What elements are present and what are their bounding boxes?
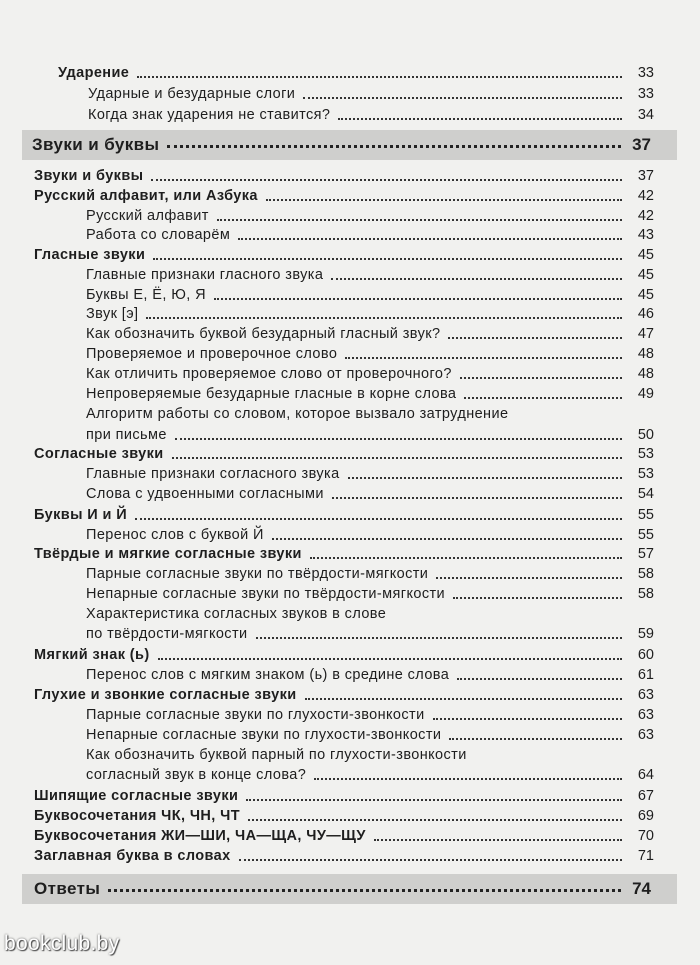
toc-subentry — [0, 226, 700, 246]
leader-dots — [172, 455, 622, 459]
toc-entry-page: 63 — [637, 687, 654, 703]
toc-subentry — [0, 625, 700, 645]
toc-entry-page: 64 — [637, 767, 654, 783]
toc-entry-title: Звуки и буквы — [34, 168, 144, 184]
toc-entry-title: Слова с удвоенными согласными — [86, 486, 324, 502]
toc-entry-page: 45 — [637, 267, 654, 283]
toc-entry-page: 33 — [637, 65, 654, 81]
toc-subentry — [0, 565, 700, 585]
toc-entry-title: Непроверяемые безударные гласные в корне слова — [86, 386, 457, 402]
toc-entry — [0, 167, 700, 187]
toc-entry-title: Главные признаки гласного звука — [86, 267, 324, 283]
toc-subentry — [0, 106, 700, 126]
toc-entry — [0, 545, 700, 565]
toc-entry — [0, 246, 700, 266]
toc-entry — [0, 445, 700, 465]
leader-dots — [332, 495, 622, 499]
toc-subentry — [0, 207, 700, 227]
toc-entry-page: 49 — [637, 386, 654, 402]
section-title: Ответы — [34, 879, 101, 898]
leader-dots — [464, 395, 622, 399]
leader-dots — [460, 375, 622, 379]
toc-entry-page: 48 — [637, 366, 654, 382]
leader-dots — [331, 276, 622, 280]
toc-entry-page: 54 — [637, 486, 654, 502]
toc-entry-page: 43 — [637, 227, 654, 243]
toc-entry-title: Проверяемое и проверочное слово — [86, 346, 338, 362]
leader-dots — [272, 536, 622, 540]
toc-entry-page: 67 — [637, 788, 654, 804]
leader-dots — [158, 656, 622, 660]
toc-entry-title: Буквосочетания ЖИ—ШИ, ЧА—ЩА, ЧУ—ЩУ — [34, 828, 366, 844]
toc-entry-page: 45 — [637, 287, 654, 303]
toc-subentry — [0, 766, 700, 786]
toc-subentry — [0, 325, 700, 345]
toc-entry-title: Согласные звуки — [34, 446, 164, 462]
toc-entry-page: 42 — [637, 188, 654, 204]
leader-dots — [256, 635, 623, 639]
leader-dots — [137, 74, 622, 78]
toc-subentry-line1 — [0, 405, 700, 425]
leader-dots — [217, 217, 622, 221]
leader-dots — [108, 887, 621, 892]
toc-entry-title: Шипящие согласные звуки — [34, 788, 239, 804]
toc-subentry — [0, 666, 700, 686]
toc-entry-page: 53 — [637, 466, 654, 482]
leader-dots — [303, 95, 622, 99]
leader-dots — [449, 736, 622, 740]
toc-subentry — [0, 465, 700, 485]
toc-entry-title: Твёрдые и мягкие согласные звуки — [34, 546, 302, 562]
toc-entry-page: 71 — [637, 848, 654, 864]
watermark: bookclub.by — [4, 932, 120, 955]
leader-dots — [214, 296, 622, 300]
toc-entry-title: Глухие и звонкие согласные звуки — [34, 687, 297, 703]
toc-entry-page: 63 — [637, 727, 654, 743]
toc-entry-title: Главные признаки согласного звука — [86, 466, 340, 482]
leader-dots — [151, 177, 622, 181]
leader-dots — [448, 335, 622, 339]
section-header-answers — [22, 874, 677, 904]
toc-entry — [0, 807, 700, 827]
leader-dots — [266, 197, 622, 201]
toc-entry-title: Заглавная буква в словах — [34, 848, 231, 864]
leader-dots — [453, 595, 622, 599]
toc-entry-title: Характеристика согласных звуков в слове — [86, 606, 387, 622]
leader-dots — [167, 143, 621, 148]
leader-dots — [374, 837, 622, 841]
leader-dots — [246, 797, 622, 801]
toc-entry-page: 55 — [637, 527, 654, 543]
toc-subentry — [0, 726, 700, 746]
leader-dots — [436, 575, 622, 579]
toc-entry-title: Буквы И и Й — [34, 507, 128, 523]
toc-entry-title: Работа со словарём — [86, 227, 231, 243]
toc-entry-page: 37 — [637, 168, 654, 184]
toc-entry-title: при письме — [86, 427, 167, 443]
toc-entry-title: Алгоритм работы со словом, которое вызвало затруднение — [86, 406, 509, 422]
section-page: 37 — [632, 135, 651, 154]
toc-subentry — [0, 365, 700, 385]
leader-dots — [433, 716, 622, 720]
toc-entry-title: Непарные согласные звуки по твёрдости-мягкости — [86, 586, 446, 602]
toc-entry-title: Как обозначить буквой парный по глухости-звонкости — [86, 747, 467, 763]
toc-entry-title: Буквы Е, Ё, Ю, Я — [86, 287, 206, 303]
toc-subentry-line1 — [0, 605, 700, 625]
toc-entry — [0, 847, 700, 867]
toc-subentry — [0, 266, 700, 286]
toc-subentry — [0, 526, 700, 546]
toc-entry-title: Ударение — [58, 65, 130, 81]
toc-entry-page: 69 — [637, 808, 654, 824]
toc-entry — [0, 64, 700, 84]
toc-entry-title: Перенос слов с буквой Й — [86, 527, 264, 543]
toc-entry-page: 63 — [637, 707, 654, 723]
toc-entry-title: Мягкий знак (ь) — [34, 647, 150, 663]
section-title: Звуки и буквы — [32, 135, 160, 154]
toc-subentry — [0, 385, 700, 405]
toc-entry-title: по твёрдости-мягкости — [86, 626, 248, 642]
toc-entry-page: 53 — [637, 446, 654, 462]
section-page: 74 — [632, 879, 651, 898]
toc-entry-page: 46 — [637, 306, 654, 322]
toc-entry-title: Перенос слов с мягким знаком (ь) в средине слова — [86, 667, 450, 683]
toc-entry — [0, 187, 700, 207]
leader-dots — [153, 256, 622, 260]
toc-entry-page: 70 — [637, 828, 654, 844]
toc-entry-title: Непарные согласные звуки по глухости-звонкости — [86, 727, 442, 743]
toc-entry — [0, 686, 700, 706]
toc-entry — [0, 506, 700, 526]
toc-entry-page: 34 — [637, 107, 654, 123]
toc-entry-page: 61 — [637, 667, 654, 683]
leader-dots — [305, 696, 622, 700]
toc-entry-title: Как обозначить буквой безударный гласный звук? — [86, 326, 441, 342]
toc-entry-page: 50 — [637, 427, 654, 443]
toc-entry-title: Ударные и безударные слоги — [88, 86, 296, 102]
toc-subentry-line1 — [0, 746, 700, 766]
leader-dots — [314, 776, 622, 780]
toc-entry-title: Парные согласные звуки по твёрдости-мягкости — [86, 566, 429, 582]
toc-entry-title: Русский алфавит — [86, 208, 209, 224]
toc-subentry — [0, 345, 700, 365]
toc-entry-title: Когда знак ударения не ставится? — [88, 107, 331, 123]
toc-entry-page: 55 — [637, 507, 654, 523]
leader-dots — [239, 857, 622, 861]
toc-entry — [0, 787, 700, 807]
toc-entry-title: Буквосочетания ЧК, ЧН, ЧТ — [34, 808, 240, 824]
toc-entry-page: 60 — [637, 647, 654, 663]
toc-entry-page: 59 — [637, 626, 654, 642]
toc-entry-page: 47 — [637, 326, 654, 342]
toc-subentry — [0, 305, 700, 325]
leader-dots — [310, 555, 622, 559]
toc-subentry — [0, 585, 700, 605]
toc-entry-title: Звук [э] — [86, 306, 139, 322]
leader-dots — [248, 817, 622, 821]
toc-entry — [0, 827, 700, 847]
toc-subentry — [0, 426, 700, 446]
leader-dots — [345, 355, 622, 359]
toc-entry-title: согласный звук в конце слова? — [86, 767, 307, 783]
toc-subentry — [0, 485, 700, 505]
leader-dots — [135, 516, 622, 520]
leader-dots — [338, 116, 622, 120]
toc-entry-page: 45 — [637, 247, 654, 263]
toc-entry-page: 58 — [637, 586, 654, 602]
toc-entry-title: Как отличить проверяемое слово от проверочного? — [86, 366, 452, 382]
toc-entry-title: Гласные звуки — [34, 247, 146, 263]
leader-dots — [238, 236, 622, 240]
toc-entry-page: 42 — [637, 208, 654, 224]
leader-dots — [457, 676, 622, 680]
toc-entry — [0, 646, 700, 666]
leader-dots — [146, 315, 622, 319]
toc-entry-page: 48 — [637, 346, 654, 362]
leader-dots — [348, 475, 622, 479]
toc-subentry — [0, 286, 700, 306]
toc-subentry — [0, 706, 700, 726]
toc-entry-title: Парные согласные звуки по глухости-звонкости — [86, 707, 425, 723]
toc-subentry — [0, 85, 700, 105]
toc-entry-page: 57 — [637, 546, 654, 562]
toc-entry-page: 58 — [637, 566, 654, 582]
leader-dots — [175, 436, 622, 440]
section-header — [22, 130, 677, 160]
toc-entry-page: 33 — [637, 86, 654, 102]
toc-entry-title: Русский алфавит, или Азбука — [34, 188, 258, 204]
